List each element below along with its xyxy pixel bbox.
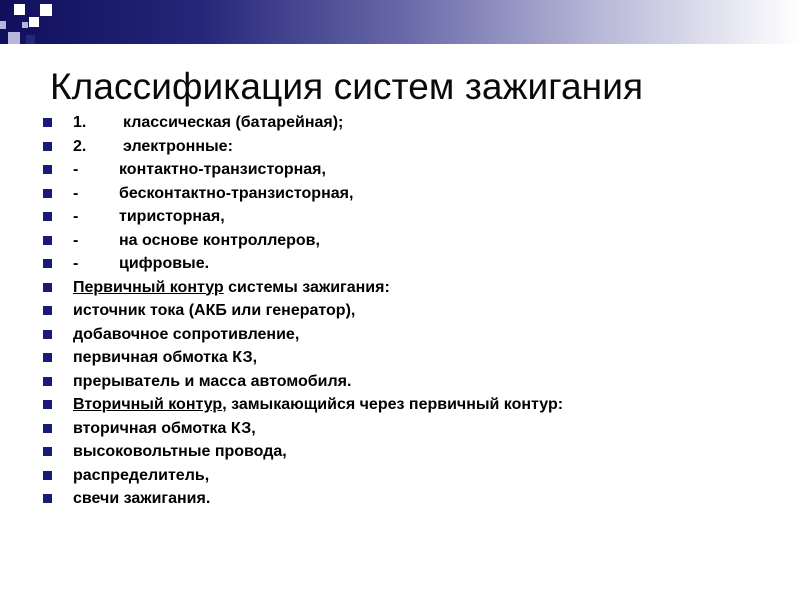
decor-square xyxy=(40,4,52,16)
decor-square xyxy=(8,32,20,44)
square-bullet-icon xyxy=(43,330,52,339)
list-item xyxy=(40,393,780,417)
list-item-text: 2. электронные: xyxy=(73,135,233,159)
list-item xyxy=(40,417,780,441)
list-item-text: вторичная обмотка КЗ, xyxy=(73,419,256,437)
square-bullet-icon xyxy=(43,283,52,292)
list-item xyxy=(40,205,780,229)
list-item-text: Вторичный контур, замыкающийся через первичный контур: xyxy=(73,396,564,413)
list-item-text: Первичный контур системы зажигания: xyxy=(73,278,390,296)
list-item-text: свечи зажигания. xyxy=(73,490,211,507)
list-dash: - xyxy=(73,231,79,249)
list-item xyxy=(40,299,780,323)
square-bullet-icon xyxy=(43,118,52,127)
list-item xyxy=(40,276,780,300)
square-bullet-icon xyxy=(43,259,52,268)
list-item-text: - цифровые. xyxy=(73,252,209,276)
list-item-text: - бесконтактно-транзисторная, xyxy=(73,182,353,206)
square-bullet-icon xyxy=(43,142,52,151)
decor-square xyxy=(22,22,28,28)
list-item-text: источник тока (АКБ или генератор), xyxy=(73,302,356,319)
square-bullet-icon xyxy=(43,306,52,315)
section-heading-primary: Первичный контур xyxy=(73,278,224,296)
list-item xyxy=(40,135,780,159)
decor-square xyxy=(26,35,35,44)
list-item xyxy=(40,440,780,464)
list-dash: - xyxy=(73,208,79,225)
list-item xyxy=(40,252,780,276)
list-item xyxy=(40,323,780,347)
list-item-text: - на основе контроллеров, xyxy=(73,229,320,253)
list-item xyxy=(40,111,780,135)
list-dash: - xyxy=(73,184,79,202)
list-item-text: первичная обмотка КЗ, xyxy=(73,349,258,366)
list-dash: - xyxy=(73,255,79,272)
list-item xyxy=(40,370,780,394)
list-item-text: распределитель, xyxy=(73,466,210,484)
square-bullet-icon xyxy=(43,236,52,245)
decor-square xyxy=(14,4,25,15)
list-item-text: прерыватель и масса автомобиля. xyxy=(73,372,352,390)
list-number: 2. xyxy=(73,137,87,155)
square-bullet-icon xyxy=(43,471,52,480)
list-item-text: - контактно-транзисторная, xyxy=(73,158,326,182)
bullet-list xyxy=(40,111,780,511)
square-bullet-icon xyxy=(43,212,52,221)
square-bullet-icon xyxy=(43,189,52,198)
list-number: 1. xyxy=(73,114,87,131)
list-item-text: 1. классическая (батарейная); xyxy=(73,111,343,135)
square-bullet-icon xyxy=(43,494,52,503)
square-bullet-icon xyxy=(43,377,52,386)
header-gradient-bar xyxy=(0,0,800,44)
list-item xyxy=(40,346,780,370)
list-item xyxy=(40,229,780,253)
list-dash: - xyxy=(73,161,79,178)
slide-title: Классификация систем зажигания xyxy=(50,66,644,107)
square-bullet-icon xyxy=(43,400,52,409)
square-bullet-icon xyxy=(43,165,52,174)
square-bullet-icon xyxy=(43,447,52,456)
list-item xyxy=(40,464,780,488)
list-item xyxy=(40,182,780,206)
square-bullet-icon xyxy=(43,424,52,433)
list-item xyxy=(40,487,780,511)
decor-square xyxy=(0,21,6,29)
decor-square xyxy=(29,17,39,27)
square-bullet-icon xyxy=(43,353,52,362)
list-item-text: высоковольтные провода, xyxy=(73,443,287,460)
section-heading-secondary: Вторичный контур xyxy=(73,396,223,413)
list-item xyxy=(40,158,780,182)
list-item-text: добавочное сопротивление, xyxy=(73,325,300,343)
list-item-text: - тиристорная, xyxy=(73,205,225,229)
